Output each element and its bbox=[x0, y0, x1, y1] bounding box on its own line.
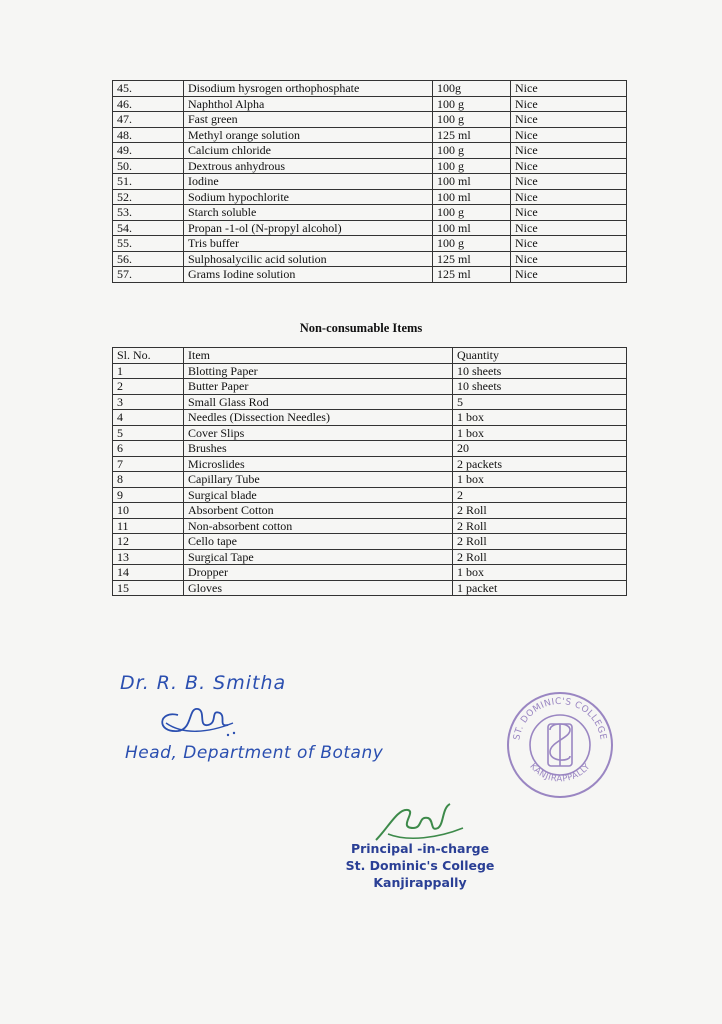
sl-no-cell: 9 bbox=[113, 487, 184, 503]
sl-no-cell: 2 bbox=[113, 379, 184, 395]
brand-cell: Nice bbox=[511, 96, 627, 112]
non-consumable-title: Non-consumable Items bbox=[299, 321, 423, 335]
item-cell: Grams Iodine solution bbox=[184, 267, 433, 283]
table-row bbox=[113, 363, 627, 379]
college-seal bbox=[505, 690, 615, 800]
item-cell: Gloves bbox=[184, 580, 453, 596]
quantity-cell: 2 packets bbox=[453, 456, 627, 472]
table-row bbox=[113, 518, 627, 534]
item-cell: Methyl orange solution bbox=[184, 127, 433, 143]
table-row bbox=[113, 394, 627, 410]
item-cell: Cello tape bbox=[184, 534, 453, 550]
table-row bbox=[113, 236, 627, 252]
brand-cell: Nice bbox=[511, 143, 627, 159]
sl-no-cell: 12 bbox=[113, 534, 184, 550]
sl-no-cell: 52. bbox=[113, 189, 184, 205]
quantity-cell: 1 box bbox=[453, 472, 627, 488]
table-row bbox=[113, 81, 627, 97]
table-row bbox=[113, 220, 627, 236]
seal-bottom-text: KANJIRAPPALLY bbox=[527, 761, 593, 785]
brand-cell: Nice bbox=[511, 112, 627, 128]
table-row bbox=[113, 143, 627, 159]
brand-cell: Nice bbox=[511, 267, 627, 283]
item-cell: Calcium chloride bbox=[184, 143, 433, 159]
item-cell: Needles (Dissection Needles) bbox=[184, 410, 453, 426]
brand-cell: Nice bbox=[511, 236, 627, 252]
item-cell: Iodine bbox=[184, 174, 433, 190]
item-cell: Non-absorbent cotton bbox=[184, 518, 453, 534]
item-cell: Capillary Tube bbox=[184, 472, 453, 488]
header-quantity: Quantity bbox=[453, 348, 627, 364]
sl-no-cell: 55. bbox=[113, 236, 184, 252]
non-consumable-table-body bbox=[113, 348, 627, 596]
sl-no-cell: 57. bbox=[113, 267, 184, 283]
sl-no-cell: 3 bbox=[113, 394, 184, 410]
hod-handwritten-title: Head, Department of Botany bbox=[125, 743, 384, 763]
quantity-cell: 100 g bbox=[433, 143, 511, 159]
table-row bbox=[113, 410, 627, 426]
sl-no-cell: 50. bbox=[113, 158, 184, 174]
table-row bbox=[113, 503, 627, 519]
quantity-cell: 2 Roll bbox=[453, 549, 627, 565]
table-row bbox=[113, 205, 627, 221]
quantity-cell: 20 bbox=[453, 441, 627, 457]
quantity-cell: 100 g bbox=[433, 236, 511, 252]
sl-no-cell: 47. bbox=[113, 112, 184, 128]
quantity-cell: 1 packet bbox=[453, 580, 627, 596]
item-cell: Absorbent Cotton bbox=[184, 503, 453, 519]
seal-monogram-icon bbox=[548, 724, 572, 766]
quantity-cell: 1 box bbox=[453, 565, 627, 581]
quantity-cell: 100 g bbox=[433, 205, 511, 221]
quantity-cell: 1 box bbox=[453, 425, 627, 441]
chemicals-table-body bbox=[113, 81, 627, 283]
brand-cell: Nice bbox=[511, 174, 627, 190]
table-row bbox=[113, 158, 627, 174]
quantity-cell: 100 g bbox=[433, 158, 511, 174]
table-row bbox=[113, 379, 627, 395]
table-row bbox=[113, 580, 627, 596]
item-cell: Cover Slips bbox=[184, 425, 453, 441]
principal-stamp-line-2: St. Dominic's College bbox=[345, 858, 495, 873]
sl-no-cell: 5 bbox=[113, 425, 184, 441]
table-row bbox=[113, 112, 627, 128]
item-cell: Naphthol Alpha bbox=[184, 96, 433, 112]
item-cell: Disodium hysrogen orthophosphate bbox=[184, 81, 433, 97]
sl-no-cell: 53. bbox=[113, 205, 184, 221]
sl-no-cell: 51. bbox=[113, 174, 184, 190]
table-row bbox=[113, 487, 627, 503]
table-row bbox=[113, 174, 627, 190]
sl-no-cell: 4 bbox=[113, 410, 184, 426]
item-cell: Small Glass Rod bbox=[184, 394, 453, 410]
sl-no-cell: 13 bbox=[113, 549, 184, 565]
sl-no-cell: 7 bbox=[113, 456, 184, 472]
sl-no-cell: 8 bbox=[113, 472, 184, 488]
quantity-cell: 2 Roll bbox=[453, 534, 627, 550]
sl-no-cell: 56. bbox=[113, 251, 184, 267]
sl-no-cell: 10 bbox=[113, 503, 184, 519]
seal-top-text: ST. DOMINIC'S COLLEGE bbox=[512, 696, 608, 741]
item-cell: Surgical Tape bbox=[184, 549, 453, 565]
quantity-cell: 2 Roll bbox=[453, 518, 627, 534]
table-row bbox=[113, 267, 627, 283]
table-row bbox=[113, 549, 627, 565]
quantity-cell: 125 ml bbox=[433, 267, 511, 283]
brand-cell: Nice bbox=[511, 220, 627, 236]
quantity-cell: 1 box bbox=[453, 410, 627, 426]
table-row bbox=[113, 456, 627, 472]
principal-stamp-line-3: Kanjirappally bbox=[373, 875, 467, 890]
brand-cell: Nice bbox=[511, 81, 627, 97]
brand-cell: Nice bbox=[511, 205, 627, 221]
table-row bbox=[113, 251, 627, 267]
principal-stamp bbox=[340, 840, 500, 891]
sl-no-cell: 48. bbox=[113, 127, 184, 143]
sl-no-cell: 6 bbox=[113, 441, 184, 457]
quantity-cell: 100 g bbox=[433, 112, 511, 128]
table-header-row bbox=[113, 348, 627, 364]
quantity-cell: 2 bbox=[453, 487, 627, 503]
sl-no-cell: 46. bbox=[113, 96, 184, 112]
quantity-cell: 2 Roll bbox=[453, 503, 627, 519]
table-row bbox=[113, 189, 627, 205]
quantity-cell: 10 sheets bbox=[453, 363, 627, 379]
chemicals-table bbox=[112, 80, 627, 283]
item-cell: Starch soluble bbox=[184, 205, 433, 221]
item-cell: Butter Paper bbox=[184, 379, 453, 395]
sl-no-cell: 14 bbox=[113, 565, 184, 581]
item-cell: Surgical blade bbox=[184, 487, 453, 503]
sl-no-cell: 45. bbox=[113, 81, 184, 97]
header-sl-no: Sl. No. bbox=[113, 348, 184, 364]
brand-cell: Nice bbox=[511, 251, 627, 267]
quantity-cell: 10 sheets bbox=[453, 379, 627, 395]
quantity-cell: 100 ml bbox=[433, 189, 511, 205]
item-cell: Brushes bbox=[184, 441, 453, 457]
principal-stamp-line-1: Principal -in-charge bbox=[350, 841, 490, 856]
item-cell: Dropper bbox=[184, 565, 453, 581]
sl-no-cell: 49. bbox=[113, 143, 184, 159]
table-row bbox=[113, 472, 627, 488]
sl-no-cell: 11 bbox=[113, 518, 184, 534]
quantity-cell: 100 ml bbox=[433, 220, 511, 236]
item-cell: Tris buffer bbox=[184, 236, 433, 252]
table-row bbox=[113, 127, 627, 143]
hod-signature bbox=[148, 695, 238, 740]
sl-no-cell: 15 bbox=[113, 580, 184, 596]
quantity-cell: 125 ml bbox=[433, 251, 511, 267]
item-cell: Dextrous anhydrous bbox=[184, 158, 433, 174]
table-row bbox=[113, 96, 627, 112]
non-consumable-table bbox=[112, 347, 627, 596]
header-item: Item bbox=[184, 348, 453, 364]
quantity-cell: 5 bbox=[453, 394, 627, 410]
brand-cell: Nice bbox=[511, 189, 627, 205]
item-cell: Sulphosalycilic acid solution bbox=[184, 251, 433, 267]
item-cell: Sodium hypochlorite bbox=[184, 189, 433, 205]
item-cell: Blotting Paper bbox=[184, 363, 453, 379]
table-row bbox=[113, 425, 627, 441]
sl-no-cell: 54. bbox=[113, 220, 184, 236]
item-cell: Propan -1-ol (N-propyl alcohol) bbox=[184, 220, 433, 236]
quantity-cell: 100 g bbox=[433, 96, 511, 112]
table-row bbox=[113, 441, 627, 457]
sl-no-cell: 1 bbox=[113, 363, 184, 379]
table-row bbox=[113, 534, 627, 550]
brand-cell: Nice bbox=[511, 158, 627, 174]
table-row bbox=[113, 565, 627, 581]
item-cell: Microslides bbox=[184, 456, 453, 472]
item-cell: Fast green bbox=[184, 112, 433, 128]
brand-cell: Nice bbox=[511, 127, 627, 143]
quantity-cell: 100g bbox=[433, 81, 511, 97]
quantity-cell: 100 ml bbox=[433, 174, 511, 190]
hod-handwritten-name: Dr. R. B. Smitha bbox=[120, 672, 287, 694]
quantity-cell: 125 ml bbox=[433, 127, 511, 143]
